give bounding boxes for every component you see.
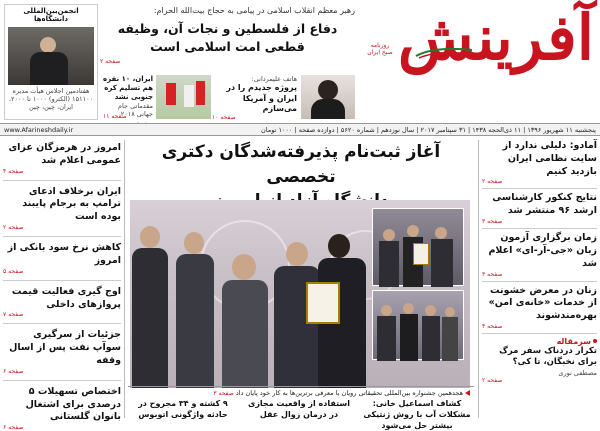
box-note: ۱۵۱۱۰۰ (الکترو) ۱۰۰۰ تا ۲۰۰۰، ایران، چین، چین (8, 95, 94, 112)
left-story-title[interactable]: اختصاص تسهیلات ۵ درصدی برای اشتغال بانوان گلستانی (25, 385, 121, 423)
editorial[interactable] (482, 337, 597, 384)
top-left-box[interactable] (4, 4, 98, 120)
bullet-icon (593, 339, 597, 343)
editorial-label: سرمقاله (482, 337, 597, 346)
award-plaque (306, 282, 340, 324)
sport-story[interactable] (103, 75, 211, 120)
website-link[interactable]: www.Afarineshdaily.ir (4, 126, 74, 134)
sport-photo (156, 75, 211, 119)
right-story-title[interactable]: آمادو: دلیلی ندارد از سایت نظامی ایران بازدید کنیم (502, 140, 597, 177)
right-story[interactable] (482, 140, 597, 185)
lead-kicker: رهبر معظم انقلاب اسلامی در پیامی به حجاج بیت‌الله الحرام: (153, 6, 355, 15)
right-story[interactable] (482, 285, 597, 330)
music-story[interactable] (212, 75, 355, 120)
left-story-title[interactable]: کاهش نرخ سود بانکی از امروز (7, 242, 121, 266)
logo-flourish-icon (414, 44, 474, 60)
left-story-title[interactable]: جزئیات از سرگیری سوآپ نفت پس از اسال وقفه (9, 329, 121, 366)
bottom-story[interactable]: استفاده از واقعیت مجازی در درمان زوال عقل (247, 399, 351, 419)
right-column-rule (478, 140, 479, 418)
music-photo (301, 75, 355, 119)
newspaper-logo: آفرینش (397, 1, 594, 74)
left-story[interactable] (3, 386, 121, 431)
box-title: انجمن‌بین‌المللی دانشگاه‌ها (23, 7, 79, 23)
sport-headline[interactable]: ایران، ۱۰ نفره هم تسلیم کره جنوبی نشد (103, 75, 153, 102)
left-story-ref[interactable]: صفحه ۵ (3, 267, 24, 275)
right-column (482, 140, 597, 384)
editorial-ref[interactable]: صفحه ۲ (482, 377, 503, 384)
box-photo (8, 27, 94, 85)
inset-photo (372, 208, 464, 286)
left-story-title[interactable]: امروز در هرمزگان عزای عمومی اعلام شد (8, 142, 121, 166)
left-story[interactable] (3, 142, 121, 175)
left-story-title[interactable]: اوج گیری فعالیت قیمت پروازهای داخلی (11, 285, 121, 310)
caption-arrow-icon (465, 390, 470, 396)
left-story-ref[interactable]: صفحه ۷ (3, 311, 24, 319)
bottom-story[interactable]: ۹ کشته و ۳۴ مجروح در حادثه واژگونی اتوبوس (138, 399, 228, 419)
left-story-ref[interactable]: صفحه ۶ (3, 367, 24, 375)
right-story-ref[interactable]: صفحه ۲ (482, 178, 503, 186)
right-story[interactable] (482, 232, 597, 277)
right-story-ref[interactable]: صفحه ۳ (482, 270, 503, 278)
right-story-ref[interactable]: صفحه ۳ (482, 218, 503, 226)
sport-note: مقدماتی جام جهانی ۲۰۱۸ (118, 102, 153, 119)
music-headline[interactable]: پروژه جدیدم را در ایران و آمریکا می‌سازم (226, 83, 297, 113)
top-lead-story[interactable] (100, 6, 355, 65)
logo-subtitle: روزنامه صبح ایران (367, 42, 393, 57)
music-page-ref[interactable]: صفحه ۱۰ (212, 114, 236, 122)
left-story[interactable] (3, 186, 121, 231)
bottom-strip (128, 399, 474, 430)
caption-page-ref[interactable]: صفحه ۳ (213, 390, 234, 397)
right-story-title[interactable]: زمان برگزاری آزمون زبان «جی-آر-ای» اعلام شد (488, 232, 597, 269)
left-story-title[interactable]: ایران برخلاف ادعای ترامپ به برجام پایبند بوده است (22, 185, 121, 223)
bottom-story[interactable]: کشاف اسماعیل خانی: مشکلات آب با روش ژنتیکی بیشتر حل می‌شود (363, 399, 471, 430)
main-headline-line-1[interactable]: آغاز ثبت‌نام پذیرفته‌شدگان دکتری تخصصی (161, 142, 441, 187)
right-story-title[interactable]: نتایج کنکور کارشناسی ارشد ۹۶ منتشر شد (492, 192, 597, 217)
right-story-ref[interactable]: صفحه ۴ (482, 322, 503, 330)
inset-photo-2 (372, 290, 464, 360)
music-kicker: هاتف علیمردانی: (251, 75, 297, 83)
main-photo (130, 200, 470, 388)
right-story[interactable] (482, 192, 597, 225)
photo-caption: هجدهمین جشنواره بین‌المللی تحقیقاتی رویان با معرفی برترین‌ها به کار خود پایان داد صفحه ۳ (130, 389, 470, 398)
right-story-title[interactable]: زنان در معرض خشونت از خدمات «خانه‌ی امن» بهره‌مندشوند (488, 284, 597, 322)
date-bar (0, 123, 600, 136)
editorial-author: مصطفی نوری (558, 368, 597, 377)
left-story-ref[interactable]: صفحه ۶ (3, 424, 24, 431)
sport-page-ref[interactable]: صفحه ۱۱ (103, 113, 127, 120)
left-story[interactable] (3, 329, 121, 374)
lead-headline[interactable]: دفاع از فلسطین و نجات آن، وظیفه قطعی امت اسلامی است (117, 20, 338, 54)
left-story-ref[interactable]: صفحه ۴ (3, 167, 24, 175)
issue-info: پنجشنبه ۱۱ شهریور ۱۳۹۶ | ۱۱ ذی‌الحجه ۱۴۳۸ | ۳۱ سپتامبر ۲۰۱۷ | سال نوزدهم | شماره ۵۶۲۰ | دوازده صفحه | ۱۰۰۰ تومان (260, 126, 596, 134)
left-column (3, 142, 121, 431)
lead-page-ref[interactable]: صفحه ۲ (100, 57, 121, 65)
masthead (360, 0, 600, 122)
editorial-title[interactable]: تکرار دردناک سفر مرگ برای نخبگان، تا کی؟ (499, 345, 597, 368)
left-story[interactable] (3, 286, 121, 319)
left-story[interactable] (3, 242, 121, 275)
left-column-rule (124, 140, 125, 418)
box-caption: هفتادمین اجلاس هیأت مدیره (12, 87, 90, 95)
left-story-ref[interactable]: صفحه ۲ (3, 224, 24, 232)
